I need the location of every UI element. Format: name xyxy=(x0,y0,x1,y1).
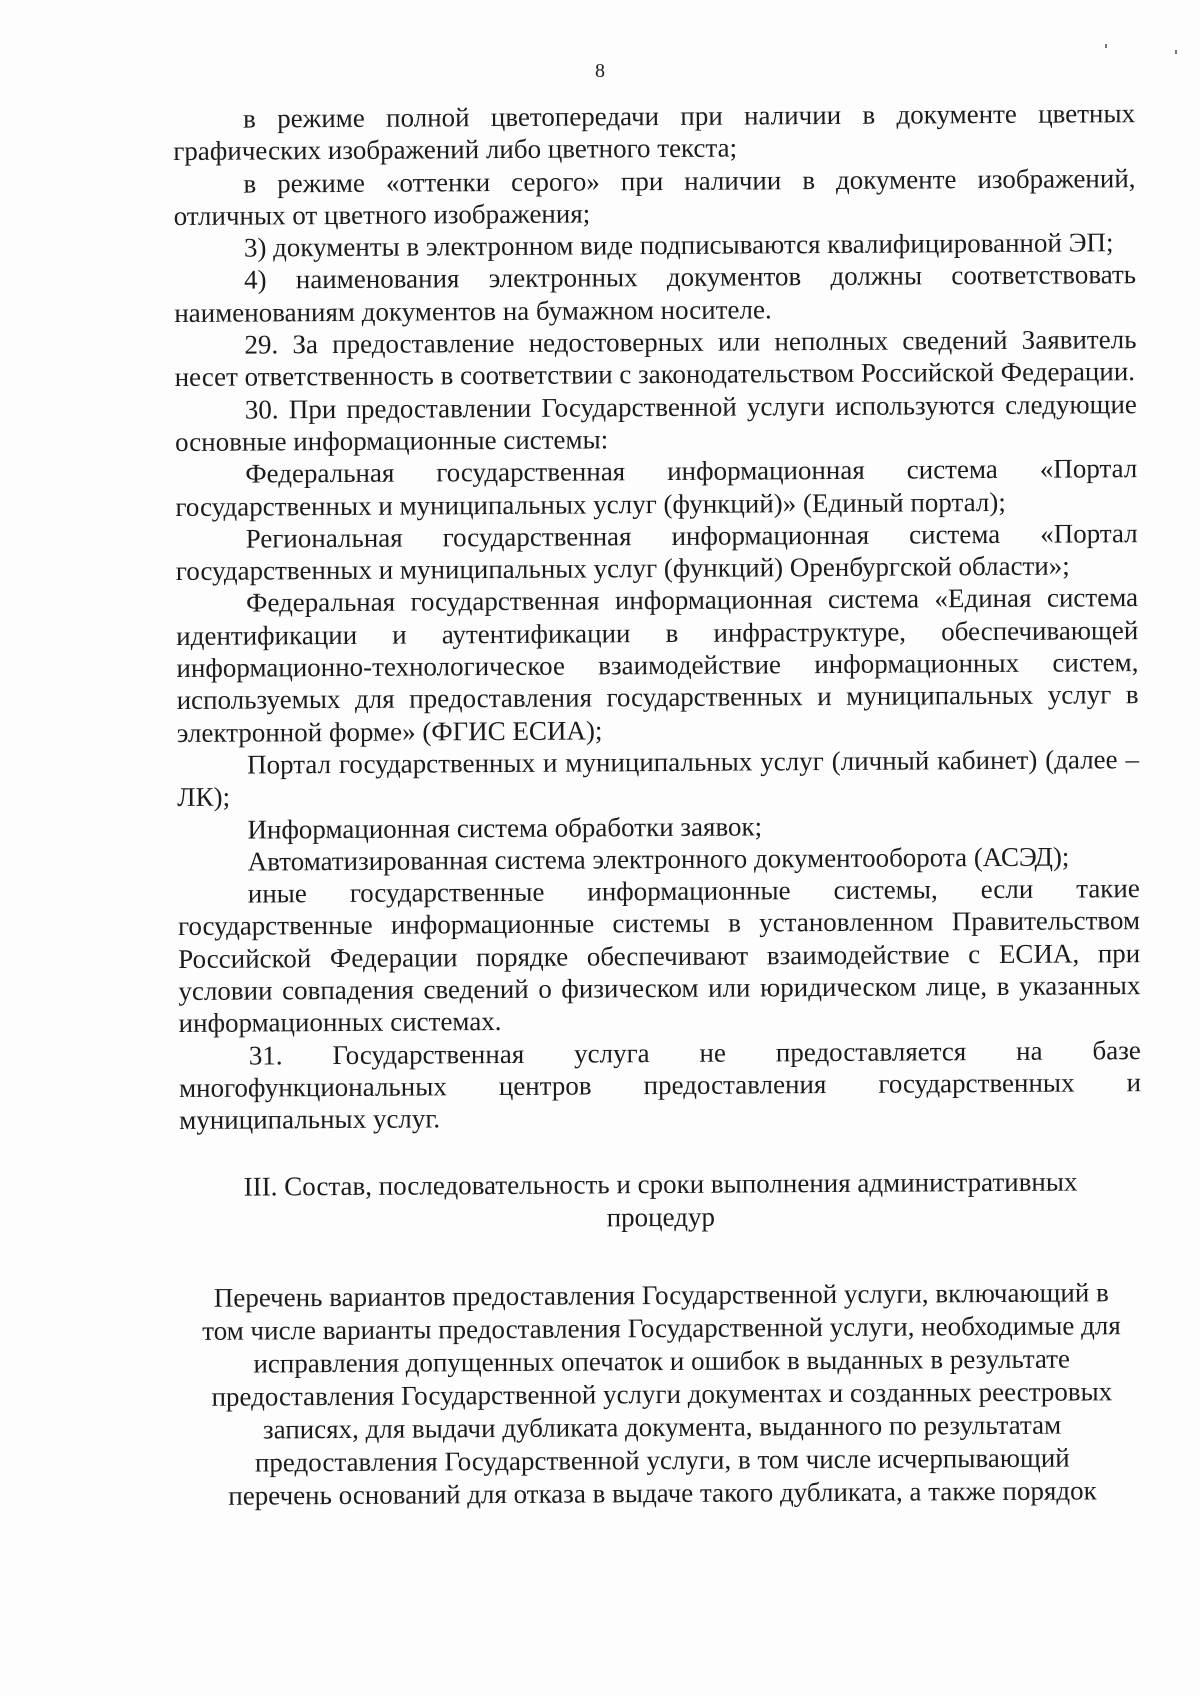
scan-speck xyxy=(1105,44,1107,48)
paragraph-item-4: 4) наименования электронных документов должны соответствовать наименованиям документов на бумажном носителе. xyxy=(174,259,1137,328)
paragraph-system-other: иные государственные информационные системы, если такие государственные информационные системы в установленном Правительством Российской Федерации порядке обеспечивают взаимодействие с ЕСИА, при условии совпадения сведений о физическом или юридическом лице, в указанных информационных системах. xyxy=(177,873,1141,1039)
paragraph-clause-30: 30. При предоставлении Государственной услуги используются следующие основные информационные системы: xyxy=(174,388,1137,457)
paragraph-clause-31: 31. Государственная услуга не предоставляется на базе многофункциональных центров предоставления государственных и муниципальных услуг. xyxy=(178,1034,1142,1136)
paragraph-system-edms: Автоматизированная система электронного документооборота (АСЭД); xyxy=(247,841,1070,877)
scan-speck xyxy=(1175,50,1177,54)
subsection-heading-line: Перечень вариантов предоставления Государственной услуги, включающий в xyxy=(213,1276,1109,1313)
subsection-heading-line: записях, для выдачи дубликата документа, выданного по результатам xyxy=(262,1409,1062,1444)
subsection-heading-line: перечень оснований для отказа в выдаче такого дубликата, а также порядок xyxy=(228,1474,1097,1511)
document-body xyxy=(173,97,1144,1512)
subsection-heading-line: том числе варианты предоставления Государственной услуги, необходимые для xyxy=(202,1309,1121,1346)
paragraph-system-regional-portal: Региональная государственная информационная система «Портал государственных и муниципальных услуг (функций) Оренбургской области»; xyxy=(175,517,1138,587)
subsection-heading-line: исправления допущенных опечаток и ошибок в выданных в результате xyxy=(253,1343,1071,1379)
section-heading-line-1: III. Состав, последовательность и сроки выполнения административных xyxy=(243,1165,1078,1202)
paragraph-system-esia: Федеральная государственная информационная система «Единая система идентификации и аутентификации в инфраструктуре, обеспечивающей информационно-технологическое взаимодействие информационных систем, используемых для предоставления государственных и муниципальных услуг в электронной форме» (ФГИС ЕСИА); xyxy=(176,582,1139,748)
subsection-heading-line: предоставления Государственной услуги документах и созданных реестровых xyxy=(211,1375,1113,1412)
paragraph-system-requests: Информационная система обработки заявок; xyxy=(247,810,763,845)
paragraph-color-mode: в режиме полной цветопередачи при наличии в документе цветных графических изображений либо цветного текста; xyxy=(173,98,1136,167)
section-heading-line-2: процедур xyxy=(606,1201,716,1232)
paragraph-system-federal-portal: Федеральная государственная информационная система «Портал государственных и муниципальных услуг (функций)» (Единый портал); xyxy=(175,453,1138,522)
paragraph-grayscale-mode: в режиме «оттенки серого» при наличии в документе изображений, отличных от цветного изображения; xyxy=(173,162,1136,231)
subsection-heading xyxy=(180,1276,1143,1513)
section-heading xyxy=(180,1165,1142,1237)
paragraph-item-3: 3) документы в электронном виде подписываются квалифицированной ЭП; xyxy=(243,227,1114,263)
paragraph-system-personal-cabinet: Портал государственных и муниципальных услуг (личный кабинет) (далее – ЛК); xyxy=(177,744,1140,813)
paragraph-clause-29: 29. За предоставление недостоверных или неполных сведений Заявитель несет ответственность в соответствии с законодательством Российской Федерации. xyxy=(174,324,1137,393)
page-number: 8 xyxy=(595,60,605,82)
subsection-heading-line: предоставления Государственной услуги, в том числе исчерпывающий xyxy=(254,1442,1070,1478)
